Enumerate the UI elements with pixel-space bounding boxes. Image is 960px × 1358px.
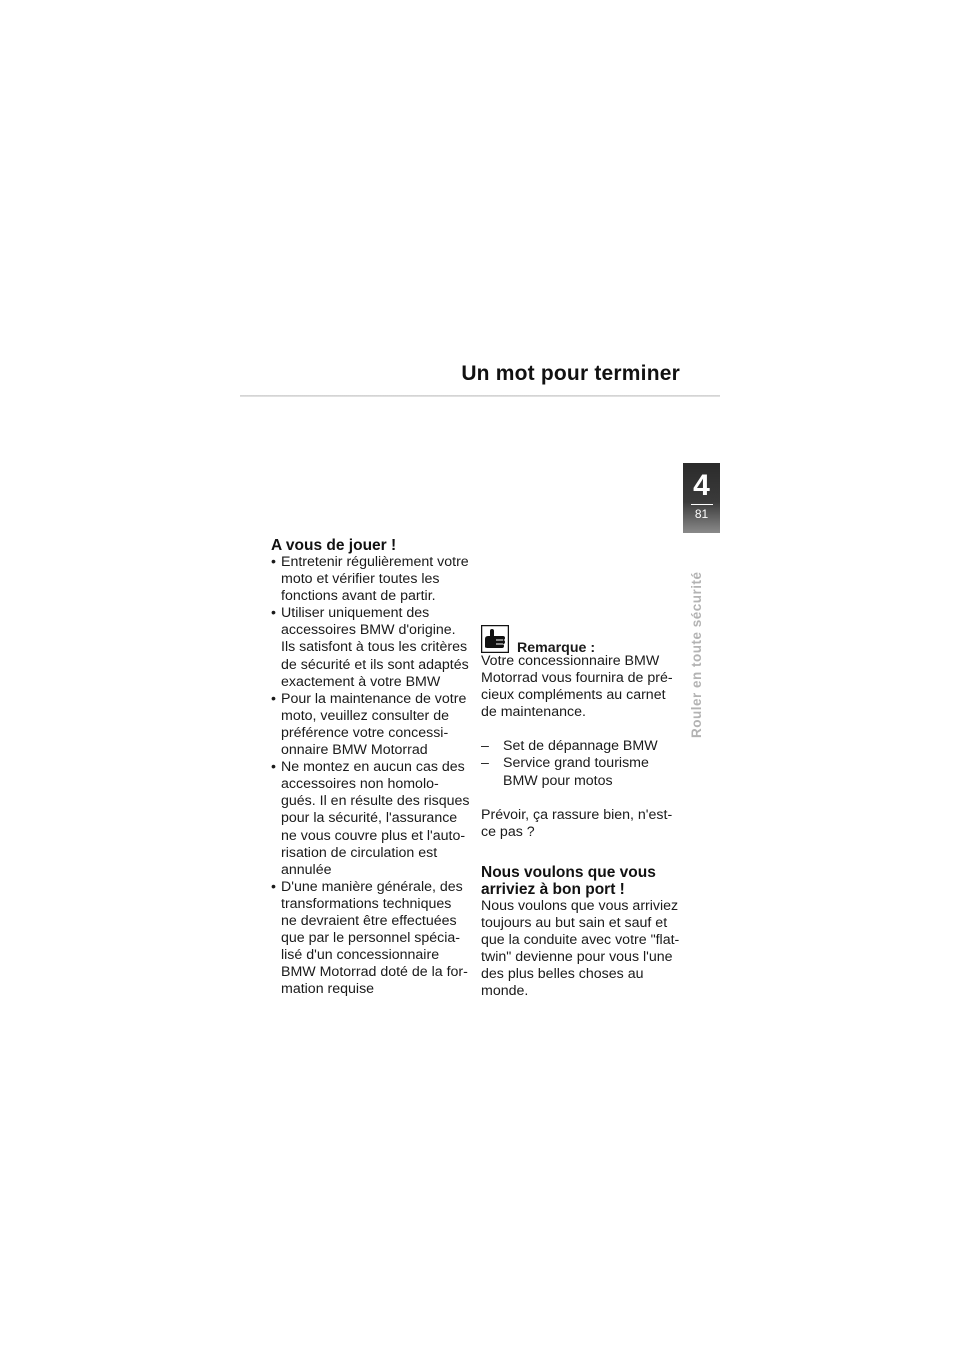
list-item: • Pour la maintenance de votre moto, veuillez consulter de préférence votre concessi-onnaire BMW Motorrad [271,690,467,759]
final-text: Nous voulons que vous arriviez toujours au but sain et sauf et que la conduite avec votre "flat-twin" devienne pour vous l'une des plus belles choses au monde. [481,897,680,1000]
list-item: – Set de dépannage BMW [481,738,658,755]
note-header [481,625,681,656]
right-column [481,625,681,1000]
list-item: • Ne montez en aucun cas des accessoires non homolo-gués. Il en résulte des risques pour la sécurité, l'assurance ne vous couvre plus et l'auto-risation de circulation est annulée [271,759,470,878]
note-hand-icon [481,625,509,653]
chapter-number: 4 [693,469,710,502]
bullet-icon: • [271,878,276,895]
dash-list [481,738,681,789]
note-label: Remarque : [517,640,596,656]
chapter-side-label: Rouler en toute sécurité [689,571,704,738]
spacer [481,721,681,738]
title-divider [240,395,720,397]
chapter-divider [691,504,713,505]
spacer [481,841,681,860]
bullet-icon: • [271,759,276,776]
closing-text: Prévoir, ça rassure bien, n'est-ce pas ? [481,806,673,840]
list-item: – Service grand tourisme BMW pour motos [481,755,649,789]
chapter-tab [683,463,720,533]
list-item: • Utiliser uniquement des accessoires BMW d'origine. Ils satisfont à tous les critères de sécurité et ils sont adaptés exactement à votre BMW [271,605,469,690]
spacer [481,790,681,807]
section-heading-bon-port: Nous voulons que vous arriviez à bon port ! [481,863,656,898]
page-number: 81 [694,507,709,521]
bullet-icon: • [271,690,276,707]
bullet-icon: • [271,554,276,570]
page-title: Un mot pour terminer [461,362,680,385]
dash-icon: – [481,755,489,772]
bullet-icon: • [271,605,276,622]
section-heading-a-vous-de-jouer: A vous de jouer ! [271,537,397,554]
left-column [271,538,471,998]
list-item: • Entretenir régulièrement votre moto et vérifier toutes les fonctions avant de partir. [271,554,469,605]
note-text: Votre concessionnaire BMW Motorrad vous fournira de pré-cieux compléments au carnet de maintenance. [481,653,673,721]
dash-icon: – [481,738,489,755]
bullet-list [271,554,471,998]
list-item: • D'une manière générale, des transformations techniques ne devraient être effectuées que par le personnel spécia-lisé d'un concessionnaire BMW Motorrad doté de la for-mation requise [271,878,468,998]
